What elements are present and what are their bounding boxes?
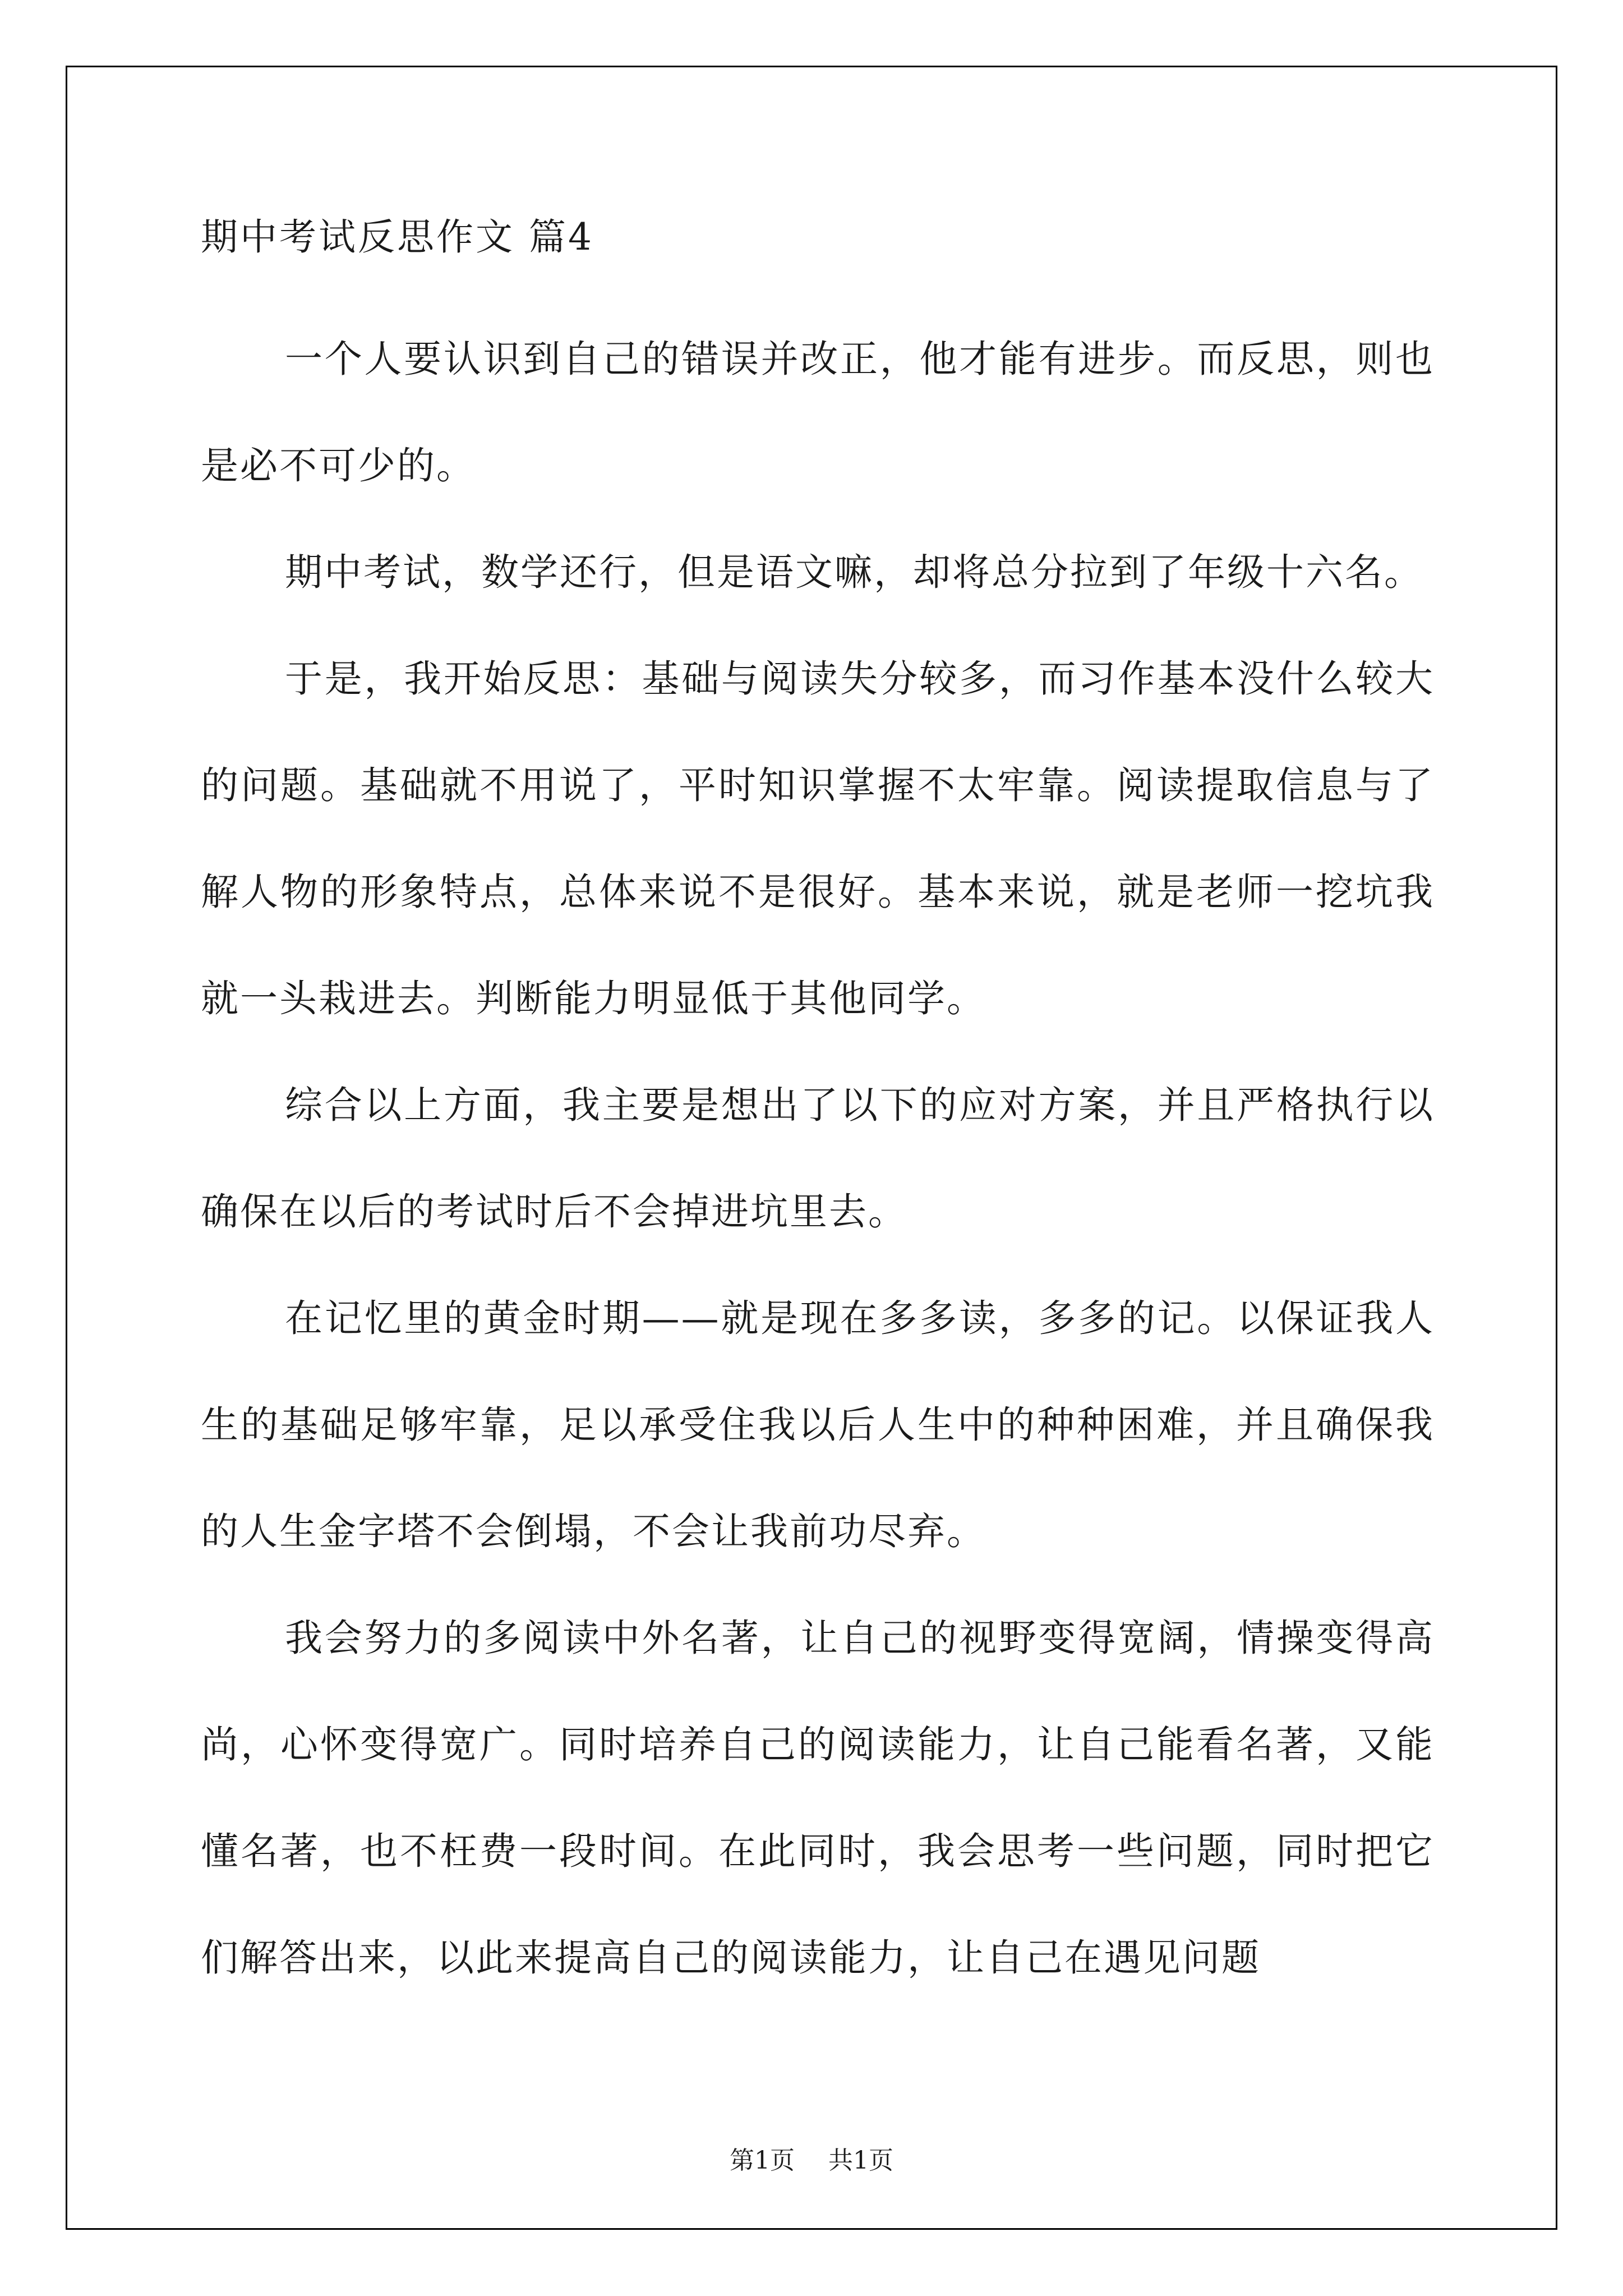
paragraph: 在记忆里的黄金时期——就是现在多多读，多多的记。以保证我人生的基础足够牢靠，足以承受住我以后人生中的种种困难，并且确保我的人生金字塔不会倒塌，不会让我前功尽弃。 <box>201 1296 1435 1553</box>
paragraph-list <box>201 306 1435 2011</box>
page-footer <box>0 2148 1623 2173</box>
paragraph: 于是，我开始反思：基础与阅读失分较多，而习作基本没什么较大的问题。基础就不用说了，平时知识掌握不太牢靠。阅读提取信息与了解人物的形象特点，总体来说不是很好。基本来说，就是老师一挖坑我就一头栽进去。判断能力明显低于其他同学。 <box>201 657 1435 1020</box>
document-title: 期中考试反思作文 篇4 <box>201 215 594 259</box>
paragraph: 我会努力的多阅读中外名著，让自己的视野变得宽阔，情操变得高尚，心怀变得宽广。同时培养自己的阅读能力，让自己能看名著，又能懂名著，也不枉费一段时间。在此同时，我会思考一些问题，同时把它们解答出来，以此来提高自己的阅读能力，让自己在遇见问题 <box>201 1616 1435 1980</box>
document-body <box>201 215 1435 2011</box>
page-total: 共1页 <box>828 2146 893 2175</box>
paragraph: 一个人要认识到自己的错误并改正，他才能有进步。而反思，则也是必不可少的。 <box>201 337 1435 487</box>
page-number: 第1页 <box>730 2146 795 2175</box>
paragraph: 综合以上方面，我主要是想出了以下的应对方案，并且严格执行以确保在以后的考试时后不会掉进坑里去。 <box>201 1083 1435 1234</box>
paragraph: 期中考试，数学还行，但是语文嘛，却将总分拉到了年级十六名。 <box>285 550 1423 594</box>
